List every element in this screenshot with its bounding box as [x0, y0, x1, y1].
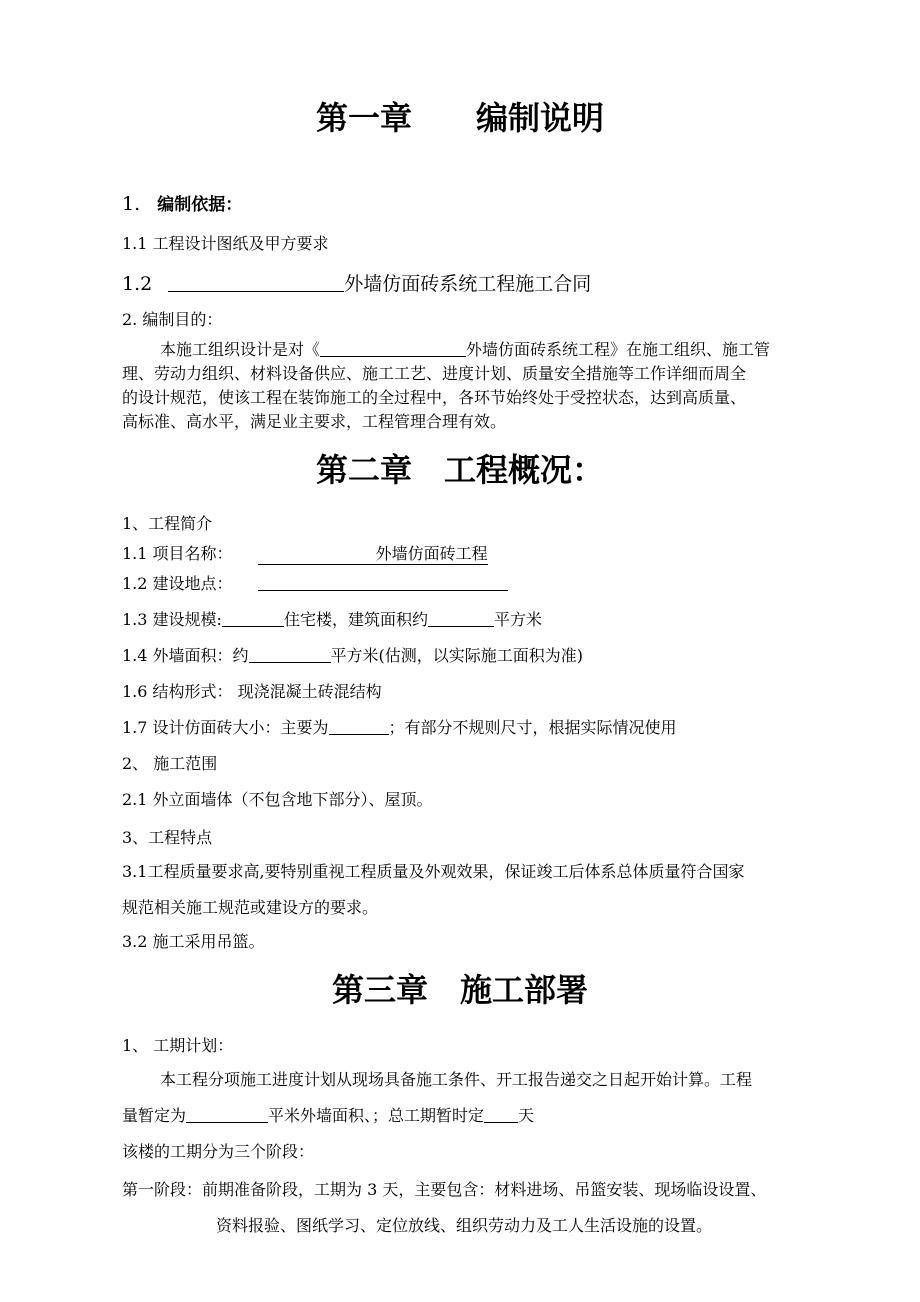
- item-2-3-2: 3.2 施工采用吊篮。: [122, 932, 265, 951]
- item-2-1-4: 1.4 外墙面积：约 平方米(估测，以实际施工面积为准): [122, 646, 584, 665]
- blank-field: [428, 610, 494, 627]
- item-2-1-1: 1.1 项目名称： 外墙仿面砖工程: [122, 544, 488, 563]
- paragraph-line: 资料报验、图纸学习、定位放线、组织劳动力及工人生活设施的设置。: [216, 1216, 713, 1235]
- blank-field: [320, 340, 466, 357]
- item-2-1-7: 1.7 设计仿面砖大小：主要为 ；有部分不规则尺寸，根据实际情况使用: [122, 718, 677, 737]
- blank-field: [168, 275, 344, 292]
- paragraph-line: 第一阶段：前期准备阶段，工期为 3 天，主要包含：材料进场、吊篮安装、现场临设设置、: [122, 1180, 767, 1199]
- blank-field: [249, 646, 331, 663]
- chapter-3-title: 第三章 施工部署: [331, 971, 588, 1009]
- paragraph-line: 量暂定为 平米外墙面积、；总工期暂时定 天: [122, 1106, 535, 1125]
- chapter-2-title: 第二章 工程概况：: [315, 451, 604, 489]
- section-2-heading: 2. 编制目的：: [122, 310, 223, 329]
- blank-field: [258, 574, 508, 591]
- item-1-2: 1.2 外墙仿面砖系统工程施工合同: [122, 273, 592, 295]
- blank-field: [329, 718, 389, 735]
- item-2-3-1: 3.1工程质量要求高,要特别重视工程质量及外观效果，保证竣工后体系总体质量符合国家: [122, 862, 745, 881]
- section-heading: 3、工程特点: [122, 828, 213, 847]
- blank-field: [222, 610, 284, 627]
- chapter-1-title: 第一章 编制说明: [315, 99, 604, 137]
- paragraph-line: 该楼的工期分为三个阶段：: [122, 1142, 315, 1161]
- paragraph-line: 理、劳动力组织、材料设备供应、施工工艺、进度计划、质量安全措施等工作详细而周全: [122, 364, 747, 383]
- item-2-1-3: 1.3 建设规模: 住宅楼，建筑面积约 平方米: [122, 610, 542, 629]
- item-2-1-6: 1.6 结构形式： 现浇混凝土砖混结构: [122, 682, 382, 701]
- paragraph-line: 的设计规范，使该工程在装饰施工的全过程中，各环节始终处于受控状态，达到高质量、: [122, 388, 747, 407]
- section-1-heading: 1. 编制依据：: [122, 193, 243, 215]
- item-2-3-1-cont: 规范相关施工规范或建设方的要求。: [122, 898, 379, 917]
- blank-field: [484, 1106, 518, 1123]
- item-2-1-2: 1.2 建设地点：: [122, 574, 508, 594]
- item-2-2-1: 2.1 外立面墙体（不包含地下部分）、屋顶。: [122, 790, 433, 809]
- section-heading: 2、 施工范围: [122, 754, 218, 773]
- paragraph-line: 本施工组织设计是对《 外墙仿面砖系统工程》在施工组织、施工管: [160, 340, 771, 359]
- item-1-1: 1.1 工程设计图纸及甲方要求: [122, 234, 329, 253]
- section-heading: 1、 工期计划：: [122, 1036, 234, 1055]
- blank-field: [186, 1106, 268, 1123]
- section-heading: 1、工程简介: [122, 514, 213, 533]
- paragraph-line: 本工程分项施工进度计划从现场具备施工条件、开工报告递交之日起开始计算。工程: [160, 1070, 753, 1089]
- paragraph-line: 高标准、高水平，满足业主要求，工程管理合理有效。: [122, 412, 507, 431]
